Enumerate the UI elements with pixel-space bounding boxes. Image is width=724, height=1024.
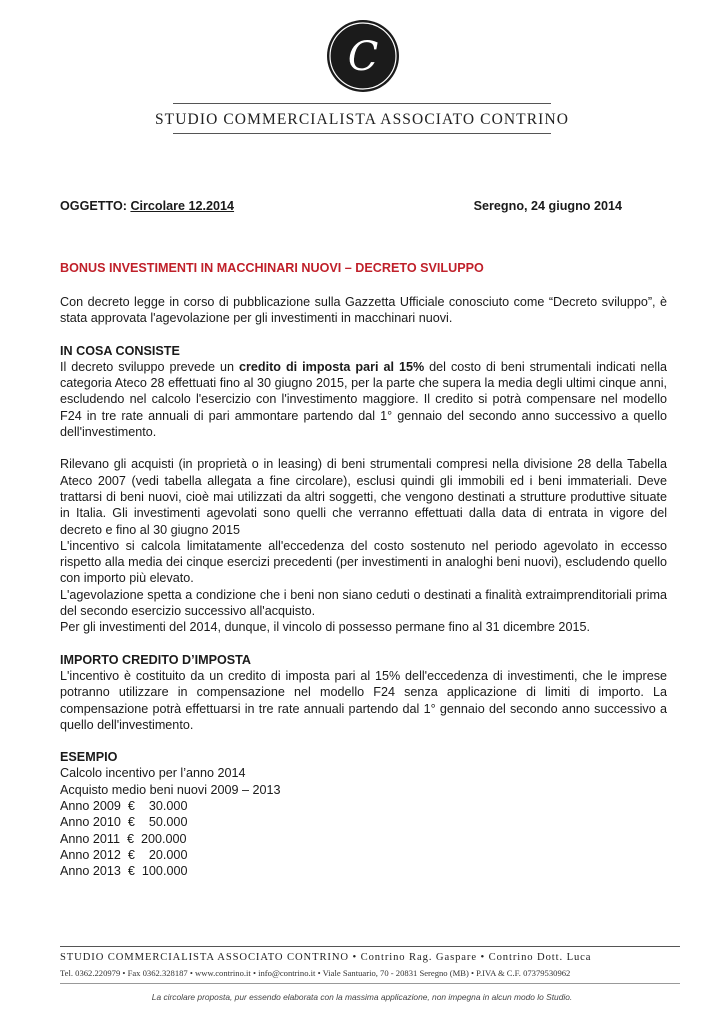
footer-rule-bottom	[60, 983, 680, 984]
logo-letter: C	[347, 34, 379, 80]
section-heading-esempio: ESEMPIO	[60, 750, 118, 765]
section1-paragraph3: L'incentivo si calcola limitatamente all'eccedenza del costo sostenuto nel periodo agevolato in eccesso rispetto alla media dei cinque esercizi precedenti (per investimenti in analoghi beni nuovi), escludendo quello con importo più elevato.	[60, 538, 667, 586]
example-line2: Acquisto medio beni nuovi 2009 – 2013	[60, 782, 281, 797]
section1-paragraph1	[60, 359, 667, 440]
section1-paragraph4: L'agevolazione spetta a condizione che i beni non siano ceduti o destinati a finalità extraimprenditoriali prima del secondo esercizio successivo all'acquisto.	[60, 587, 667, 619]
header-rule-top	[173, 103, 551, 104]
footer-studio-line: STUDIO COMMERCIALISTA ASSOCIATO CONTRINO • Contrino Rag. Gaspare • Contrino Dott. Luca	[60, 952, 592, 963]
section1-text-after: del costo di beni strumentali indicati nella categoria Ateco 28 effettuati fino al 30 giugno 2015, per la parte che supera la media degli ultimi cinque anni, escludendo nel calcolo l'esercizio con l'investimento maggiore. Il credito si potrà compensare nel modello F24 in tre rate annuali di pari ammontare partendo dal 1° gennaio del secondo anno successivo a quello dell'investimento.	[60, 359, 667, 440]
example-row: Anno 2010 € 50.000	[60, 815, 188, 830]
example-line1: Calcolo incentivo per l’anno 2014	[60, 766, 246, 781]
document-date: Seregno, 24 giugno 2014	[473, 199, 622, 213]
document-body	[60, 294, 667, 880]
circular-reference: Circolare 12.2014	[130, 199, 235, 213]
section1-text-bold: credito di imposta pari al 15%	[238, 359, 425, 374]
document-headline: BONUS INVESTIMENTI IN MACCHINARI NUOVI – DECRETO SVILUPPO	[60, 261, 484, 275]
studio-name: STUDIO COMMERCIALISTA ASSOCIATO CONTRINO	[154, 111, 570, 128]
section2-paragraph: L'incentivo è costituito da un credito di imposta pari al 15% dell'eccedenza di investimenti, che le imprese potranno utilizzare in compensazione nel modello F24 senza applicazione di limiti di importo. La compensazione potrà effettuarsi in tre rate annuali partendo dal 1° gennaio del secondo anno successivo a quello dell'investimento.	[60, 668, 667, 732]
example-row: Anno 2009 € 30.000	[60, 799, 188, 814]
example-row: Anno 2011 € 200.000	[60, 831, 187, 846]
footer-disclaimer: La circolare proposta, pur essendo elaborata con la massima applicazione, non impegna in alcun modo lo Studio.	[151, 992, 573, 1002]
section1-paragraph2: Rilevano gli acquisti (in proprietà o in leasing) di beni strumentali compresi nella divisione 28 della Tabella Ateco 2007 (vedi tabella allegata a fine circolare), esclusi quindi gli immobili ed i beni immateriali. Deve trattarsi di beni nuovi, cioè mai utilizzati da altri soggetti, che vengono destinati a strutture produttive situate in Italia. Gli investimenti agevolati sono quelli che verranno effettuati dalla data di entrata in vigore del decreto e fino al 30 giugno 2015	[60, 457, 667, 537]
example-row: Anno 2013 € 100.000	[60, 864, 188, 879]
example-row: Anno 2012 € 20.000	[60, 847, 188, 862]
header-rule-bottom	[173, 133, 551, 134]
subject-line	[60, 199, 622, 213]
logo-monogram-icon	[327, 20, 399, 92]
studio-logo	[327, 20, 399, 92]
section1-text-before: Il decreto sviluppo prevede un	[60, 359, 239, 374]
intro-paragraph: Con decreto legge in corso di pubblicazione sulla Gazzetta Ufficiale conosciuto come “Decreto sviluppo”, è stata approvata l'agevolazione per gli investimenti in macchinari nuovi.	[60, 295, 667, 326]
footer-contacts: Tel. 0362.220979 • Fax 0362.328187 • www.contrino.it • info@contrino.it • Viale Santuario, 70 - 20831 Seregno (MB) • P.IVA & C.F. 07379530962	[60, 968, 571, 978]
footer-rule	[60, 946, 680, 947]
section1-paragraph5: Per gli investimenti del 2014, dunque, il vincolo di possesso permane fino al 31 dicembre 2015.	[60, 620, 590, 635]
section-heading-cosa-consiste: IN COSA CONSISTE	[60, 343, 180, 358]
subject-label: OGGETTO:	[60, 199, 131, 213]
section-heading-importo: IMPORTO CREDITO D’IMPOSTA	[60, 652, 252, 667]
